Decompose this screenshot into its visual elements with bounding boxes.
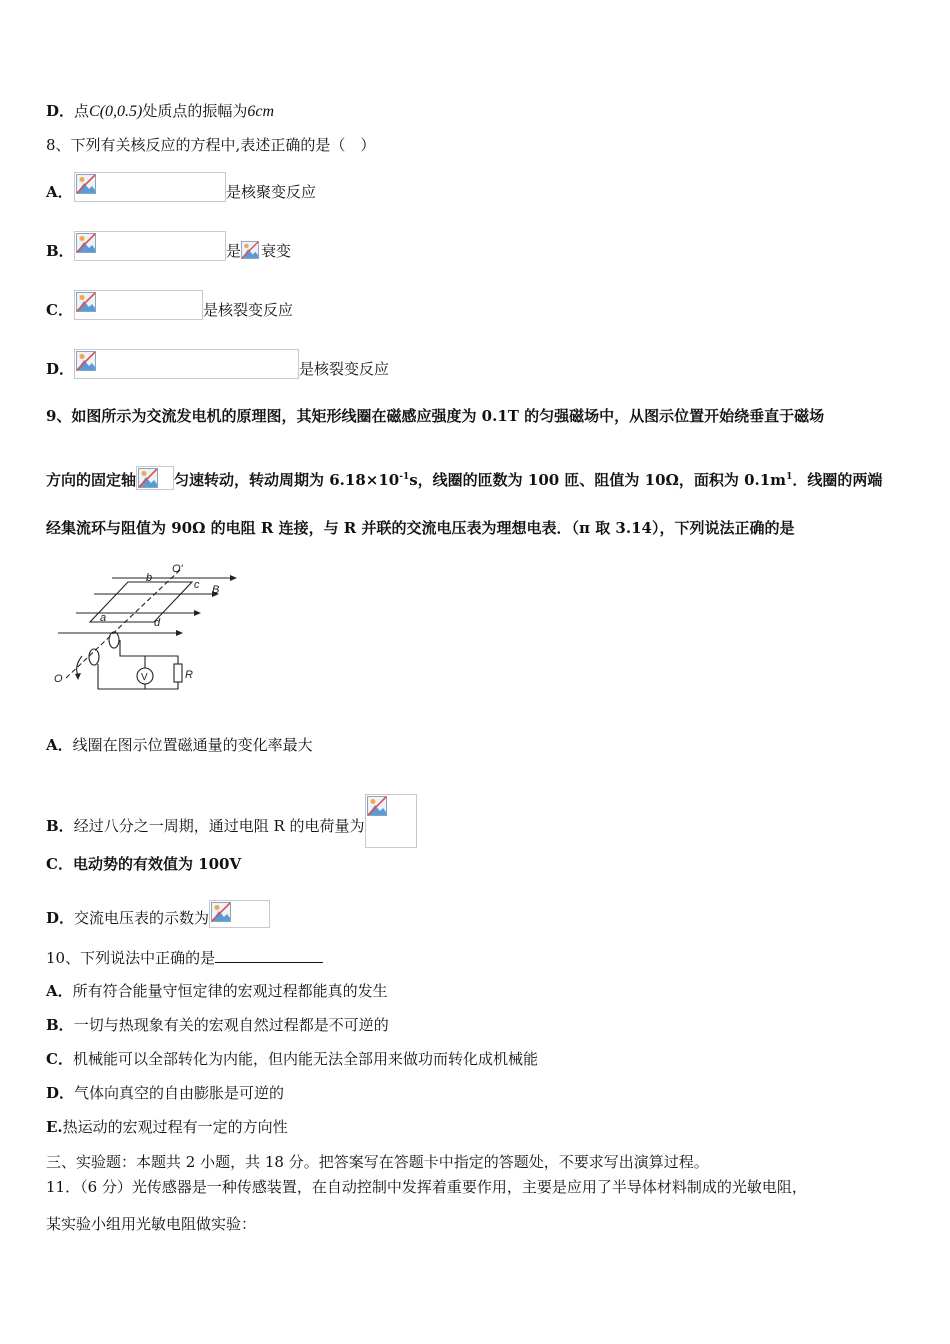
broken-image-icon (74, 231, 226, 261)
arrow-head (176, 630, 183, 636)
resistor (174, 664, 182, 682)
q9-option-c: C．电动势的有效值为 100V (46, 855, 242, 873)
circuit-wire (120, 640, 178, 672)
q10-option-b: B．一切与热现象有关的宏观自然过程都是不可逆的 (46, 1016, 389, 1034)
broken-image-icon (74, 290, 203, 320)
broken-image-icon (74, 349, 299, 379)
label-b: b (146, 572, 153, 584)
q9-option-b: B．经过八分之一周期，通过电阻 R 的电荷量为 (46, 794, 417, 848)
label-o: O (54, 673, 63, 685)
slip-ring (109, 632, 119, 648)
label-r: R (185, 669, 193, 681)
q9-option-d: D．交流电压表的示数为 (46, 900, 270, 928)
q7-option-d: D．点C(0,0.5)处质点的振幅为6cm (46, 102, 275, 120)
q8-option-c: C． 是核裂变反应 (46, 290, 293, 320)
q11-line2: 某实验小组用光敏电阻做实验： (46, 1215, 257, 1233)
answer-blank (215, 947, 323, 963)
q9-stem-line2: 方向的固定轴 匀速转动，转动周期为 $6.18\times 10^{-1}s$，线圈的匝数为 100 匝、阻值为 10Ω，面积为 $0.1m^1$．线圈的两端 (46, 466, 882, 490)
q10-option-e: E.热运动的宏观过程有一定的方向性 (46, 1118, 288, 1136)
math-point-c: C(0,0.5) (89, 103, 143, 120)
q9-stem-line1: 9、如图所示为交流发电机的原理图，其矩形线圈在磁感应强度为 0.1T 的匀强磁场中，从图示位置开始绕垂直于磁场 (46, 407, 825, 425)
q8-option-a: A． 是核聚变反应 (46, 172, 316, 202)
arrow-head (75, 673, 81, 680)
math-amplitude: 6cm (247, 103, 275, 120)
label-c: c (194, 579, 200, 591)
q9-stem-line3: 经集流环与阻值为 90Ω 的电阻 R 连接，与 R 并联的交流电压表为理想电表．（π 取 3.14），下列说法正确的是 (46, 519, 795, 537)
broken-image-icon (241, 241, 261, 261)
q10-stem: 10、下列说法中正确的是 (46, 947, 323, 968)
broken-image-icon (74, 172, 226, 202)
ac-generator-figure (52, 560, 242, 692)
q8-option-b: B． 是 衰变 (46, 231, 291, 261)
circuit-wire (98, 664, 178, 689)
label-d: d (154, 617, 161, 629)
slip-ring (89, 649, 99, 665)
arrow-head (194, 610, 201, 616)
q9-option-a: A．线圈在图示位置磁通量的变化率最大 (46, 736, 313, 754)
label-field-b: B (212, 584, 220, 596)
broken-image-icon (365, 794, 417, 848)
section-3-heading: 三、实验题：本题共 2 小题，共 18 分。把答案写在答题卡中指定的答题处，不要求写出演算过程。 (46, 1153, 709, 1171)
label-v: V (141, 672, 148, 683)
broken-image-icon (136, 466, 174, 490)
q10-option-c: C．机械能可以全部转化为内能，但内能无法全部用来做功而转化成机械能 (46, 1050, 538, 1068)
label-o-prime: O' (172, 563, 183, 575)
q10-option-d: D．气体向真空的自由膨胀是可逆的 (46, 1084, 285, 1102)
q11-line1: 11．（6 分）光传感器是一种传感装置，在自动控制中发挥着重要作用，主要是应用了半导体材料制成的光敏电阻， (46, 1178, 807, 1196)
q10-option-a: A．所有符合能量守恒定律的宏观过程都能真的发生 (46, 982, 388, 1000)
broken-image-icon (209, 900, 270, 928)
arrow-head (230, 575, 237, 581)
q8-stem: 8、下列有关核反应的方程中,表述正确的是（ ） (46, 136, 376, 154)
label-a: a (100, 612, 107, 624)
q8-option-d: D． 是核裂变反应 (46, 349, 389, 379)
rotation-axis (66, 570, 180, 678)
